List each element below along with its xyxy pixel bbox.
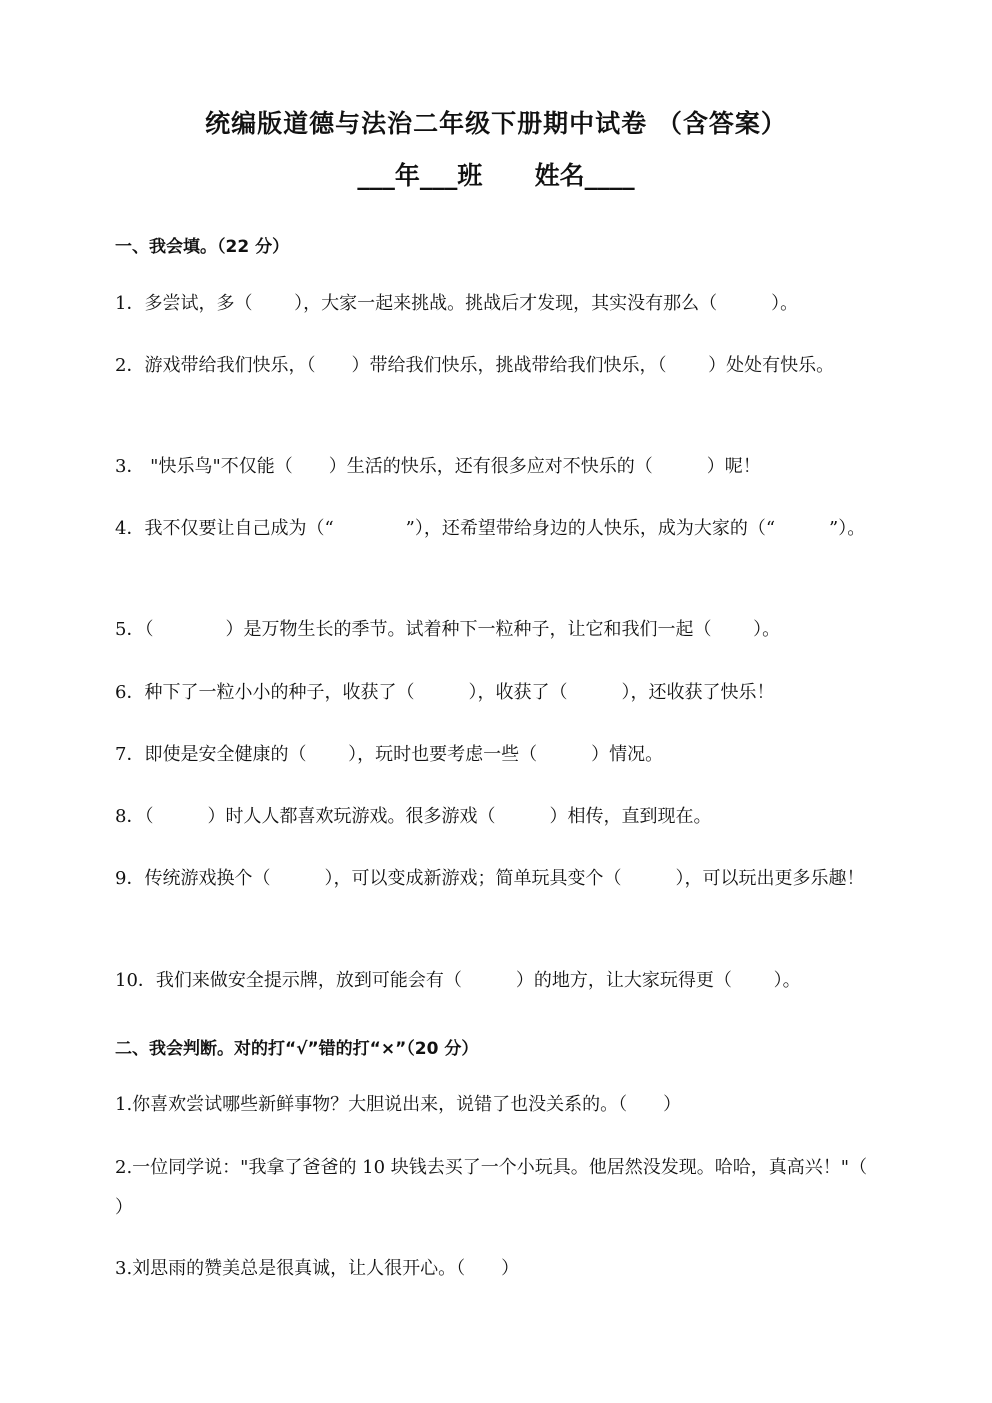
fill-question-10: 10．我们来做安全提示牌，放到可能会有（ ）的地方，让大家玩得更（ ）。 (115, 970, 801, 991)
class-name-line: ___年___班 姓名____ (357, 161, 635, 190)
section-1-heading: 一、我会填。（22 分） (115, 237, 290, 257)
fill-question-1: 1．多尝试，多（ ），大家一起来挑战。挑战后才发现，其实没有那么（ ）。 (115, 293, 799, 314)
fill-question-6: 6．种下了一粒小小的种子，收获了（ ），收获了（ ），还收获了快乐！ (115, 682, 775, 703)
fill-question-5: 5．（ ）是万物生长的季节。试着种下一粒种子，让它和我们一起（ ）。 (115, 619, 781, 640)
fill-question-8: 8．（ ）时人人都喜欢玩游戏。很多游戏（ ）相传，直到现在。 (115, 806, 712, 827)
page-title: 统编版道德与法治二年级下册期中试卷 （含答案） (205, 109, 787, 138)
fill-question-9: 9．传统游戏换个（ ），可以变成新游戏；简单玩具变个（ ），可以玩出更多乐趣！ (115, 868, 865, 889)
judge-question-3: 3.刘思雨的赞美总是很真诚，让人很开心。（ ） (115, 1258, 520, 1279)
section-2-heading: 二、我会判断。对的打“√”错的打“×”（20 分） (115, 1039, 479, 1059)
fill-question-3: 3． "快乐鸟"不仅能（ ）生活的快乐，还有很多应对不快乐的（ ）呢！ (115, 456, 761, 477)
judge-question-1: 1.你喜欢尝试哪些新鲜事物？大胆说出来，说错了也没关系的。（ ） (115, 1094, 682, 1115)
judge-question-2: 2.一位同学说："我拿了爸爸的 10 块钱去买了一个小玩具。他居然没发现。哈哈，真高兴！"（ ） (115, 1157, 904, 1218)
fill-question-7: 7．即使是安全健康的（ ），玩时也要考虑一些（ ）情况。 (115, 744, 664, 765)
fill-question-4: 4．我不仅要让自己成为（“ ”），还希望带给身边的人快乐，成为大家的（“ ”）。 (115, 518, 866, 539)
fill-question-2: 2．游戏带给我们快乐，（ ）带给我们快乐，挑战带给我们快乐，（ ）处处有快乐。 (115, 355, 835, 376)
